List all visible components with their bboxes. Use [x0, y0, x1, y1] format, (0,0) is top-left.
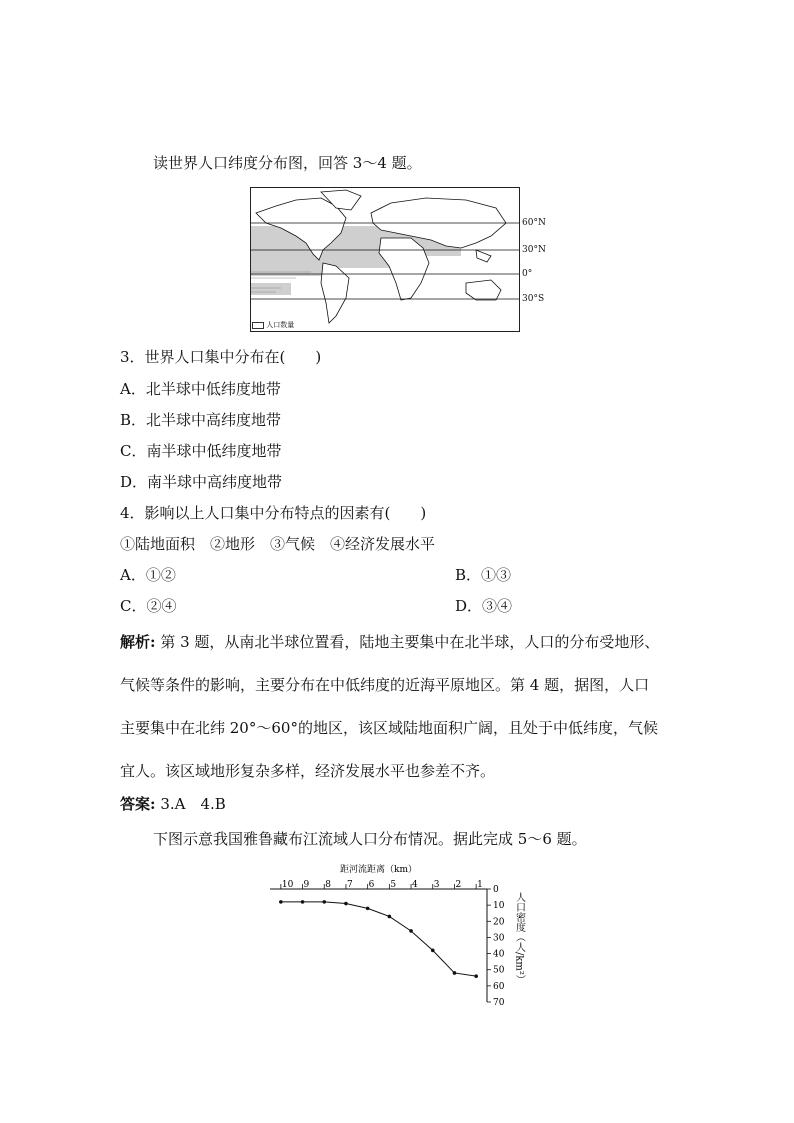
x-tick-label: 3 [433, 880, 440, 890]
analysis-line-2: 气候等条件的影响，主要分布在中低纬度的近海平原地区。第 4 题，据图，人口 [120, 676, 650, 694]
y-tick-label: 60 [493, 981, 505, 992]
map-drawing [251, 188, 519, 331]
y-tick-label: 30 [493, 933, 505, 944]
answer-text: 3.A 4.B [160, 795, 226, 813]
map-legend [252, 320, 294, 330]
y-tick-label: 10 [493, 901, 505, 912]
lat-label-equator: 0° [522, 269, 533, 279]
x-tick-label: 4 [412, 880, 418, 890]
y-tick-label: 70 [493, 998, 505, 1008]
data-point [366, 907, 370, 911]
analysis-label: 解析: [120, 633, 156, 651]
data-point [344, 902, 348, 906]
lat-label-60n: 60°N [522, 218, 546, 228]
x-tick-label: 1 [477, 880, 483, 890]
x-tick-label: 8 [325, 880, 331, 890]
answer-label: 答案: [120, 795, 156, 813]
series-line [281, 902, 476, 976]
y-tick-label: 20 [493, 917, 505, 928]
data-point [431, 949, 435, 953]
x-axis-label: 距河流距离（km） [340, 865, 417, 875]
q3-option-a: A．北半球中低纬度地带 [120, 380, 281, 398]
intro2-text: 下图示意我国雅鲁藏布江流域人口分布情况。据此完成 5～6 题。 [153, 830, 587, 848]
x-tick-label: 6 [368, 880, 375, 890]
q4-factors: ①陆地面积 ②地形 ③气候 ④经济发展水平 [120, 535, 436, 553]
x-tick-label: 7 [346, 880, 353, 890]
q4-stem: 4．影响以上人口集中分布特点的因素有( ) [120, 504, 427, 522]
y-tick-label: 40 [493, 949, 505, 960]
lat-label-30s: 30°S [522, 294, 545, 304]
data-point [322, 900, 326, 904]
legend-label: 人口数量 [266, 321, 295, 329]
chart-svg [260, 860, 550, 1015]
q4-option-a: A．①② [120, 566, 176, 584]
analysis-line-1 [120, 631, 659, 652]
q3-stem: 3．世界人口集中分布在( ) [120, 348, 322, 366]
x-tick-label: 10 [281, 880, 294, 890]
x-tick-label: 2 [455, 880, 462, 890]
lat-label-30n: 30°N [522, 245, 546, 255]
analysis-line-4: 宜人。该区域地形复杂多样，经济发展水平也参差不齐。 [120, 762, 496, 780]
data-point [301, 900, 305, 904]
answer-line [120, 793, 226, 814]
y-tick-label: 50 [493, 965, 505, 976]
population-density-chart [260, 860, 550, 1015]
x-tick-label: 5 [390, 880, 397, 890]
q4-option-d: D．③④ [455, 597, 513, 615]
data-point [388, 915, 392, 919]
y-tick-label: 0 [493, 885, 499, 895]
data-point [453, 971, 457, 975]
q3-option-c: C．南半球中低纬度地带 [120, 442, 282, 460]
q4-option-c: C．②④ [120, 597, 177, 615]
q3-option-b: B．北半球中高纬度地带 [120, 411, 282, 429]
analysis-text-1: 第 3 题，从南北半球位置看，陆地主要集中在北半球，人口的分布受地形、 [160, 633, 660, 651]
legend-swatch [252, 322, 264, 329]
world-population-map [250, 187, 546, 332]
data-point [279, 900, 283, 904]
intro-text: 读世界人口纬度分布图，回答 3～4 题。 [153, 154, 422, 172]
q3-option-d: D．南半球中高纬度地带 [120, 473, 283, 491]
x-tick-label: 9 [303, 880, 310, 890]
data-point [409, 929, 413, 933]
analysis-line-3: 主要集中在北纬 20°～60°的地区，该区域陆地面积广阔，且处于中低纬度，气候 [120, 719, 658, 737]
y-axis-label: 人口密度（人/km²） [513, 892, 525, 985]
data-point [474, 974, 478, 978]
q4-option-b: B．①③ [455, 566, 512, 584]
